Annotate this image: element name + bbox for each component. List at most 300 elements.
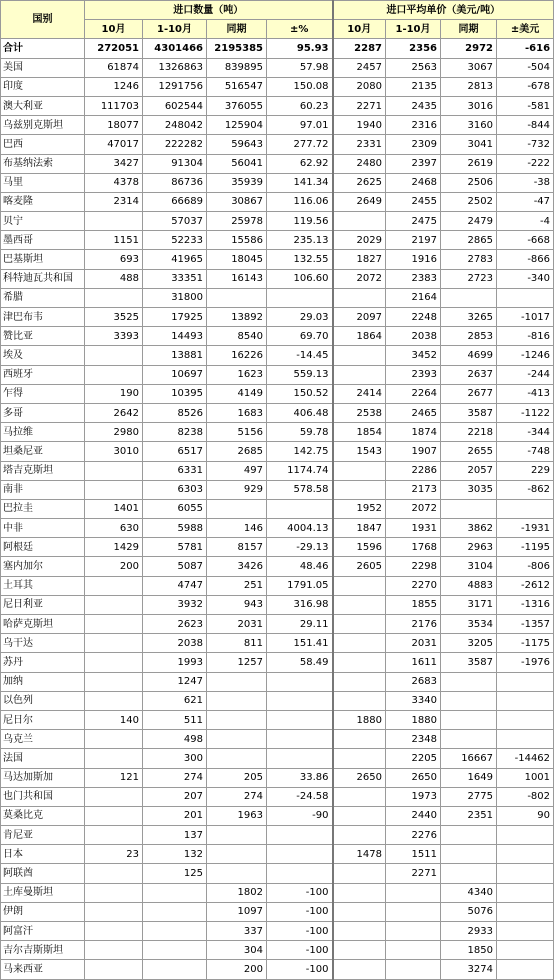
price-change: -678 (497, 77, 554, 96)
qty-ytd: 14493 (143, 327, 207, 346)
price-ytd: 2356 (386, 39, 441, 58)
table-row (1, 269, 554, 288)
price-prior: 2351 (441, 806, 497, 825)
qty-ytd: 137 (143, 826, 207, 845)
country-name: 莫桑比克 (1, 806, 85, 825)
country-name: 塞内加尔 (1, 557, 85, 576)
country-name: 巴西 (1, 135, 85, 154)
price-change: -866 (497, 250, 554, 269)
qty-prior: 18045 (207, 250, 267, 269)
price-prior: 4883 (441, 576, 497, 595)
table-row (1, 116, 554, 135)
price-prior: 3534 (441, 615, 497, 634)
qty-prior: 839895 (207, 58, 267, 77)
qty-ytd: 66689 (143, 192, 207, 211)
price-change: -1017 (497, 308, 554, 327)
qty-prior: 16226 (207, 346, 267, 365)
qty-prior: 8540 (207, 327, 267, 346)
price-oct (333, 941, 386, 960)
table-row (1, 922, 554, 941)
qty-prior: 274 (207, 787, 267, 806)
qty-prior: 497 (207, 461, 267, 480)
qty-change: 4004.13 (267, 519, 333, 538)
qty-ytd: 5781 (143, 538, 207, 557)
table-row (1, 710, 554, 729)
price-ytd: 2298 (386, 557, 441, 576)
price-oct (333, 749, 386, 768)
header-country: 国别 (1, 1, 85, 39)
qty-ytd: 8526 (143, 403, 207, 422)
country-name: 埃及 (1, 346, 85, 365)
qty-ytd: 10697 (143, 365, 207, 384)
qty-ytd: 6517 (143, 442, 207, 461)
country-name: 西班牙 (1, 365, 85, 384)
price-change: -748 (497, 442, 554, 461)
qty-oct (85, 691, 143, 710)
price-oct (333, 615, 386, 634)
qty-oct (85, 749, 143, 768)
qty-change: -90 (267, 806, 333, 825)
qty-prior: 30867 (207, 192, 267, 211)
price-oct (333, 883, 386, 902)
qty-prior: 929 (207, 480, 267, 499)
price-oct (333, 576, 386, 595)
qty-oct (85, 922, 143, 941)
header-qty-ytd: 1-10月 (143, 20, 207, 39)
qty-oct: 190 (85, 384, 143, 403)
price-change (497, 672, 554, 691)
price-prior: 2502 (441, 192, 497, 211)
qty-oct: 488 (85, 269, 143, 288)
price-prior (441, 730, 497, 749)
qty-prior (207, 845, 267, 864)
qty-ytd: 57037 (143, 212, 207, 231)
qty-ytd: 207 (143, 787, 207, 806)
table-row (1, 58, 554, 77)
header-row-groups (1, 1, 554, 20)
price-oct (333, 212, 386, 231)
qty-prior: 943 (207, 595, 267, 614)
qty-prior (207, 864, 267, 883)
qty-ytd (143, 960, 207, 979)
header-quantity-group: 进口数量（吨） (85, 1, 333, 20)
price-ytd (386, 902, 441, 921)
qty-change: -29.13 (267, 538, 333, 557)
price-change: -844 (497, 116, 554, 135)
table-row (1, 154, 554, 173)
country-name: 加纳 (1, 672, 85, 691)
table-row (1, 634, 554, 653)
qty-change: 58.49 (267, 653, 333, 672)
qty-prior: 3426 (207, 557, 267, 576)
price-prior: 2218 (441, 423, 497, 442)
qty-change: 33.86 (267, 768, 333, 787)
qty-prior: 2685 (207, 442, 267, 461)
qty-ytd: 1326863 (143, 58, 207, 77)
table-row (1, 173, 554, 192)
price-change: -344 (497, 423, 554, 442)
price-oct: 2080 (333, 77, 386, 96)
country-name: 希腊 (1, 288, 85, 307)
price-change (497, 902, 554, 921)
price-change (497, 826, 554, 845)
qty-oct: 630 (85, 519, 143, 538)
qty-change (267, 730, 333, 749)
qty-oct (85, 480, 143, 499)
table-row (1, 615, 554, 634)
qty-change: 119.56 (267, 212, 333, 231)
header-qty-change: ±% (267, 20, 333, 39)
price-oct: 2287 (333, 39, 386, 58)
price-oct: 2650 (333, 768, 386, 787)
price-oct: 1543 (333, 442, 386, 461)
qty-ytd: 1993 (143, 653, 207, 672)
price-ytd (386, 922, 441, 941)
price-oct: 1854 (333, 423, 386, 442)
price-ytd: 2197 (386, 231, 441, 250)
price-change: -47 (497, 192, 554, 211)
table-row (1, 749, 554, 768)
price-ytd: 2393 (386, 365, 441, 384)
qty-ytd: 4747 (143, 576, 207, 595)
qty-change: -100 (267, 960, 333, 979)
country-name: 赞比亚 (1, 327, 85, 346)
qty-ytd (143, 902, 207, 921)
country-name: 马来西亚 (1, 960, 85, 979)
price-ytd: 2440 (386, 806, 441, 825)
table-row (1, 538, 554, 557)
qty-change: 132.55 (267, 250, 333, 269)
price-change (497, 691, 554, 710)
qty-prior: 16143 (207, 269, 267, 288)
qty-prior: 8157 (207, 538, 267, 557)
table-row (1, 845, 554, 864)
country-name: 阿联酋 (1, 864, 85, 883)
price-oct: 1952 (333, 499, 386, 518)
qty-oct (85, 346, 143, 365)
qty-change: 151.41 (267, 634, 333, 653)
qty-oct: 2314 (85, 192, 143, 211)
price-prior: 3035 (441, 480, 497, 499)
price-prior: 4340 (441, 883, 497, 902)
qty-prior: 251 (207, 576, 267, 595)
price-oct: 2605 (333, 557, 386, 576)
price-change: -340 (497, 269, 554, 288)
price-change (497, 883, 554, 902)
price-ytd: 2455 (386, 192, 441, 211)
price-change: -2612 (497, 576, 554, 595)
qty-oct: 2642 (85, 403, 143, 422)
country-name: 也门共和国 (1, 787, 85, 806)
price-oct (333, 365, 386, 384)
qty-oct (85, 902, 143, 921)
country-name: 合计 (1, 39, 85, 58)
price-ytd: 1931 (386, 519, 441, 538)
header-price-ytd: 1-10月 (386, 20, 441, 39)
country-name: 哈萨克斯坦 (1, 615, 85, 634)
price-prior: 1850 (441, 941, 497, 960)
table-row (1, 250, 554, 269)
price-change (497, 845, 554, 864)
price-ytd: 1768 (386, 538, 441, 557)
price-prior: 2853 (441, 327, 497, 346)
price-change (497, 710, 554, 729)
country-name: 以色列 (1, 691, 85, 710)
qty-prior: 25978 (207, 212, 267, 231)
qty-change (267, 749, 333, 768)
qty-ytd: 86736 (143, 173, 207, 192)
table-row (1, 902, 554, 921)
qty-ytd: 602544 (143, 96, 207, 115)
price-prior: 2677 (441, 384, 497, 403)
price-prior: 3041 (441, 135, 497, 154)
price-oct (333, 730, 386, 749)
price-oct: 2457 (333, 58, 386, 77)
price-change: -816 (497, 327, 554, 346)
qty-prior: 337 (207, 922, 267, 941)
qty-change (267, 826, 333, 845)
country-name: 墨西哥 (1, 231, 85, 250)
price-change (497, 288, 554, 307)
price-change: -244 (497, 365, 554, 384)
price-change: -581 (497, 96, 554, 115)
price-prior: 2506 (441, 173, 497, 192)
country-name: 中非 (1, 519, 85, 538)
price-oct (333, 653, 386, 672)
country-name: 乌兹别克斯坦 (1, 116, 85, 135)
price-change: 1001 (497, 768, 554, 787)
price-ytd: 1874 (386, 423, 441, 442)
qty-prior: 125904 (207, 116, 267, 135)
country-name: 尼日利亚 (1, 595, 85, 614)
qty-ytd: 2623 (143, 615, 207, 634)
qty-change: 57.98 (267, 58, 333, 77)
country-name: 法国 (1, 749, 85, 768)
qty-prior: 56041 (207, 154, 267, 173)
header-qty-prior: 同期 (207, 20, 267, 39)
qty-oct (85, 615, 143, 634)
price-prior: 2619 (441, 154, 497, 173)
price-ytd: 1907 (386, 442, 441, 461)
price-prior (441, 691, 497, 710)
country-name: 塔吉克斯坦 (1, 461, 85, 480)
qty-prior: 59643 (207, 135, 267, 154)
qty-prior: 304 (207, 941, 267, 960)
price-change: -1195 (497, 538, 554, 557)
table-row (1, 288, 554, 307)
qty-ytd (143, 883, 207, 902)
qty-prior: 1097 (207, 902, 267, 921)
qty-ytd: 1291756 (143, 77, 207, 96)
price-prior: 3067 (441, 58, 497, 77)
price-oct (333, 806, 386, 825)
qty-change: 559.13 (267, 365, 333, 384)
qty-change: 406.48 (267, 403, 333, 422)
price-ytd: 2276 (386, 826, 441, 845)
price-prior: 3205 (441, 634, 497, 653)
price-oct: 2097 (333, 308, 386, 327)
table-row (1, 442, 554, 461)
qty-oct: 1246 (85, 77, 143, 96)
price-oct (333, 864, 386, 883)
price-ytd (386, 941, 441, 960)
country-name: 伊朗 (1, 902, 85, 921)
price-oct: 2331 (333, 135, 386, 154)
qty-prior (207, 730, 267, 749)
price-oct: 1940 (333, 116, 386, 135)
qty-oct (85, 941, 143, 960)
price-ytd: 2173 (386, 480, 441, 499)
qty-prior: 5156 (207, 423, 267, 442)
country-name: 马里 (1, 173, 85, 192)
price-prior: 16667 (441, 749, 497, 768)
price-oct (333, 960, 386, 979)
table-row (1, 864, 554, 883)
price-prior: 2972 (441, 39, 497, 58)
price-prior: 2723 (441, 269, 497, 288)
qty-ytd: 13881 (143, 346, 207, 365)
qty-ytd: 274 (143, 768, 207, 787)
qty-ytd (143, 941, 207, 960)
qty-ytd: 4301466 (143, 39, 207, 58)
qty-ytd: 52233 (143, 231, 207, 250)
price-oct (333, 634, 386, 653)
price-oct (333, 787, 386, 806)
qty-oct (85, 883, 143, 902)
table-row (1, 806, 554, 825)
country-name: 布基纳法索 (1, 154, 85, 173)
country-name: 津巴布韦 (1, 308, 85, 327)
table-row (1, 826, 554, 845)
qty-change: 62.92 (267, 154, 333, 173)
price-change: -1316 (497, 595, 554, 614)
qty-ytd: 511 (143, 710, 207, 729)
table-row (1, 883, 554, 902)
price-prior (441, 826, 497, 845)
price-prior: 5076 (441, 902, 497, 921)
price-oct: 1864 (333, 327, 386, 346)
table-row (1, 499, 554, 518)
price-ytd: 3452 (386, 346, 441, 365)
country-name: 澳大利亚 (1, 96, 85, 115)
price-prior: 3160 (441, 116, 497, 135)
table-row (1, 192, 554, 211)
header-price-group: 进口平均单价（美元/吨） (333, 1, 554, 20)
qty-change: 235.13 (267, 231, 333, 250)
price-prior: 1649 (441, 768, 497, 787)
price-oct: 2414 (333, 384, 386, 403)
price-oct (333, 672, 386, 691)
table-row (1, 768, 554, 787)
qty-ytd: 621 (143, 691, 207, 710)
qty-prior (207, 288, 267, 307)
price-oct: 2072 (333, 269, 386, 288)
qty-change: 1174.74 (267, 461, 333, 480)
qty-change: 150.08 (267, 77, 333, 96)
qty-ytd: 2038 (143, 634, 207, 653)
table-row (1, 384, 554, 403)
table-row (1, 941, 554, 960)
total-row (1, 39, 554, 58)
price-change: 90 (497, 806, 554, 825)
price-ytd: 2135 (386, 77, 441, 96)
country-name: 肯尼亚 (1, 826, 85, 845)
price-oct: 2625 (333, 173, 386, 192)
country-name: 苏丹 (1, 653, 85, 672)
price-oct: 2538 (333, 403, 386, 422)
price-change: -1931 (497, 519, 554, 538)
qty-oct: 1151 (85, 231, 143, 250)
table-row (1, 557, 554, 576)
price-change: -1976 (497, 653, 554, 672)
qty-prior: 205 (207, 768, 267, 787)
qty-oct: 140 (85, 710, 143, 729)
price-change (497, 922, 554, 941)
qty-change: 48.46 (267, 557, 333, 576)
qty-oct: 3427 (85, 154, 143, 173)
price-change: -1357 (497, 615, 554, 634)
qty-prior: 2195385 (207, 39, 267, 58)
price-prior: 2655 (441, 442, 497, 461)
price-change (497, 864, 554, 883)
price-prior (441, 845, 497, 864)
qty-change: 142.75 (267, 442, 333, 461)
qty-oct (85, 960, 143, 979)
price-change (497, 941, 554, 960)
price-prior: 3274 (441, 960, 497, 979)
table-row (1, 346, 554, 365)
price-ytd: 2309 (386, 135, 441, 154)
qty-prior: 15586 (207, 231, 267, 250)
table-row (1, 403, 554, 422)
table-row (1, 212, 554, 231)
price-ytd: 2164 (386, 288, 441, 307)
qty-ytd: 201 (143, 806, 207, 825)
price-oct: 2029 (333, 231, 386, 250)
price-prior: 2963 (441, 538, 497, 557)
qty-prior: 1802 (207, 883, 267, 902)
qty-change: -100 (267, 883, 333, 902)
country-name: 乍得 (1, 384, 85, 403)
qty-ytd: 8238 (143, 423, 207, 442)
price-prior: 3587 (441, 403, 497, 422)
qty-oct: 1429 (85, 538, 143, 557)
qty-oct (85, 595, 143, 614)
price-oct: 1478 (333, 845, 386, 864)
price-change: -1122 (497, 403, 554, 422)
qty-change: 316.98 (267, 595, 333, 614)
table-row (1, 576, 554, 595)
price-prior: 3862 (441, 519, 497, 538)
qty-oct (85, 212, 143, 231)
table-row (1, 595, 554, 614)
qty-prior (207, 749, 267, 768)
price-ytd: 1611 (386, 653, 441, 672)
qty-oct: 272051 (85, 39, 143, 58)
price-change: -14462 (497, 749, 554, 768)
qty-oct (85, 730, 143, 749)
qty-change: 95.93 (267, 39, 333, 58)
qty-change: 29.11 (267, 615, 333, 634)
price-prior: 2933 (441, 922, 497, 941)
price-ytd: 2468 (386, 173, 441, 192)
price-ytd: 3340 (386, 691, 441, 710)
country-name: 巴拉圭 (1, 499, 85, 518)
country-name: 贝宁 (1, 212, 85, 231)
table-row (1, 480, 554, 499)
qty-ytd: 5988 (143, 519, 207, 538)
price-prior: 2775 (441, 787, 497, 806)
